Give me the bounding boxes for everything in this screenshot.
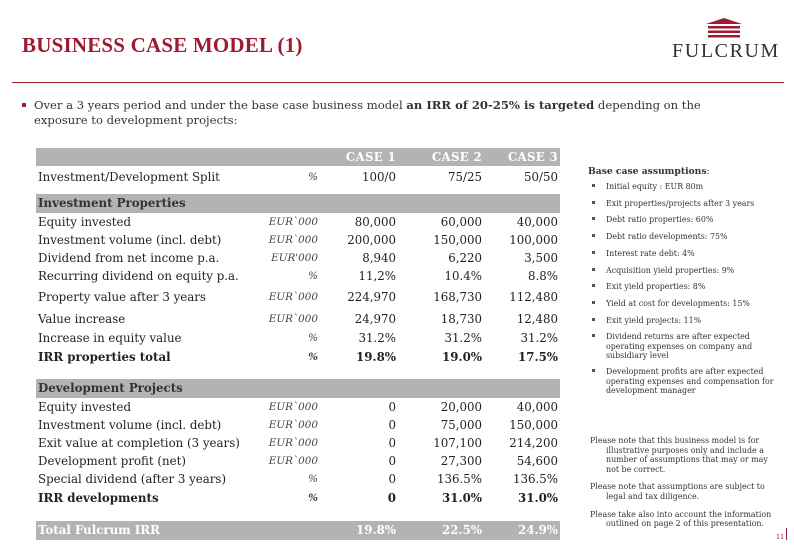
row-label: Investment/Development Split	[38, 170, 220, 184]
row-label: Property value after 3 years	[38, 290, 206, 304]
fulcrum-logo	[668, 16, 784, 66]
page-title: BUSINESS CASE MODEL (1)	[22, 33, 303, 57]
assumption-text: Exit yield projects: 11%	[606, 315, 702, 325]
row-unit: EUR`000	[268, 455, 318, 467]
row-label: Exit value at completion (3 years)	[38, 436, 240, 450]
cell-case-3: 100,000	[509, 233, 558, 247]
row-unit: EUR`000	[268, 419, 318, 431]
note	[590, 436, 776, 474]
page-number-bar	[786, 528, 787, 540]
irr-developments-row	[36, 488, 560, 508]
cell-case-1: 0	[388, 472, 396, 486]
note	[590, 482, 776, 501]
note	[590, 510, 776, 529]
cell-case-2: 150,000	[433, 233, 482, 247]
cell-case-2: 22.5%	[442, 523, 482, 537]
row-unit: EUR'000	[271, 252, 318, 264]
table-row	[36, 309, 560, 329]
section-header-development	[36, 379, 560, 398]
list-item	[588, 232, 786, 241]
cell-case-3: 40,000	[516, 215, 558, 229]
assumptions-title-suffix: :	[706, 166, 710, 177]
assumption-text: Initial equity : EUR 80m	[606, 182, 704, 191]
cell-case-1: 24,970	[354, 312, 396, 326]
cell-case-1: 100/0	[362, 170, 396, 184]
row-label: Equity invested	[38, 215, 132, 229]
assumption-text: Development profits are after expected operating expenses and compensation for development manager	[606, 367, 774, 395]
list-item	[588, 282, 786, 291]
column-header-case-2: CASE 2	[431, 150, 482, 164]
disclaimer-notes	[590, 436, 776, 537]
section-title: Investment Properties	[38, 196, 186, 210]
row-unit: %	[308, 492, 318, 504]
table-row	[36, 285, 560, 309]
bullet-square-icon	[592, 301, 595, 304]
cell-case-2: 75,000	[440, 418, 482, 432]
split-row	[36, 166, 560, 188]
list-item	[588, 182, 786, 191]
row-unit: %	[308, 473, 318, 485]
cell-case-2: 75/25	[448, 170, 482, 184]
table-row	[36, 434, 560, 452]
row-label: IRR properties total	[38, 350, 171, 364]
intro-text	[22, 98, 742, 128]
note-rest: illustrative purposes only and include a number of assumptions that may or may not be correct.	[606, 445, 768, 474]
assumption-text: Exit yield properties: 8%	[606, 282, 706, 292]
bullet-square-icon	[592, 334, 595, 337]
logo-text: FULCRUM	[672, 40, 780, 62]
assumption-text: Exit properties/projects after 3 years	[606, 198, 755, 208]
cell-case-2: 27,300	[440, 454, 482, 468]
list-item	[588, 266, 786, 275]
cell-case-3: 17.5%	[518, 350, 558, 364]
row-unit: EUR`000	[268, 401, 318, 413]
cell-case-2: 31.2%	[444, 331, 482, 345]
cell-case-3: 31.0%	[518, 491, 558, 505]
bullet-square-icon	[592, 318, 595, 321]
table-row	[36, 398, 560, 416]
bullet-square-icon	[592, 268, 595, 271]
assumptions-title	[588, 166, 786, 177]
intro-text-before: Over a 3 years period and under the base case business model	[34, 98, 407, 112]
cell-case-2: 31.0%	[442, 491, 482, 505]
row-unit: EUR`000	[268, 291, 318, 303]
row-label: Total Fulcrum IRR	[38, 523, 160, 537]
cell-case-2: 168,730	[433, 290, 482, 304]
cell-case-2: 6,220	[448, 251, 482, 265]
building-icon	[704, 16, 744, 38]
bullet-square-icon	[592, 234, 595, 237]
cell-case-1: 80,000	[354, 215, 396, 229]
cell-case-2: 19.0%	[442, 350, 482, 364]
cell-case-1: 224,970	[347, 290, 396, 304]
list-item	[588, 215, 786, 224]
intro-text-bold: an IRR of 20-25% is targeted	[406, 98, 595, 112]
row-label: Equity invested	[38, 400, 132, 414]
cell-case-1: 200,000	[347, 233, 396, 247]
list-item	[588, 367, 786, 395]
section-header-investment	[36, 194, 560, 213]
note-first-line: Please take also into account the information	[590, 509, 772, 519]
cell-case-1: 31.2%	[358, 331, 396, 345]
row-unit: EUR`000	[268, 234, 318, 246]
cell-case-3: 54,600	[516, 454, 558, 468]
cell-case-1: 0	[388, 454, 396, 468]
row-unit: EUR`000	[268, 313, 318, 325]
table-row	[36, 470, 560, 488]
table-row	[36, 452, 560, 470]
bullet-square-icon	[592, 251, 595, 254]
column-header-case-3: CASE 3	[507, 150, 558, 164]
row-label: Investment volume (incl. debt)	[38, 233, 222, 247]
list-item	[588, 199, 786, 208]
list-item	[588, 299, 786, 308]
bullet-square-icon	[592, 369, 595, 372]
bullet-square-icon	[22, 103, 26, 107]
row-unit: %	[308, 171, 318, 183]
cell-case-1: 0	[388, 400, 396, 414]
header-divider	[12, 82, 784, 83]
table-row	[36, 416, 560, 434]
cell-case-1: 19.8%	[356, 523, 396, 537]
cell-case-1: 0	[387, 491, 396, 505]
row-label: Increase in equity value	[38, 331, 182, 345]
assumption-text: Acquisition yield properties: 9%	[606, 265, 735, 275]
table-row	[36, 249, 560, 267]
row-label: Special dividend (after 3 years)	[38, 472, 227, 486]
cell-case-3: 8.8%	[528, 269, 558, 283]
cell-case-1: 19.8%	[356, 350, 396, 364]
cell-case-3: 40,000	[516, 400, 558, 414]
table-row	[36, 267, 560, 285]
cell-case-3: 50/50	[524, 170, 558, 184]
list-item	[588, 249, 786, 258]
intro-text-after: depending on the exposure to development projects:	[34, 98, 701, 127]
table-header-row	[36, 148, 560, 166]
note-rest: legal and tax diligence.	[606, 491, 700, 501]
cell-case-2: 18,730	[440, 312, 482, 326]
bullet-square-icon	[592, 184, 595, 187]
total-irr-row	[36, 521, 560, 540]
cell-case-1: 0	[388, 436, 396, 450]
row-label: Value increase	[38, 312, 126, 326]
assumptions-panel	[588, 166, 786, 403]
assumption-text: Dividend returns are after expected operating expenses on company and subsidiary level	[606, 332, 753, 360]
cell-case-3: 3,500	[524, 251, 558, 265]
bullet-square-icon	[592, 284, 595, 287]
cell-case-3: 31.2%	[520, 331, 558, 345]
row-unit: %	[308, 332, 318, 344]
page-number: 11	[776, 533, 785, 541]
row-label: Investment volume (incl. debt)	[38, 418, 222, 432]
cell-case-3: 150,000	[509, 418, 558, 432]
irr-properties-row	[36, 347, 560, 367]
assumption-text: Debt ratio developments: 75%	[606, 232, 728, 242]
assumptions-title-text: Base case assumptions	[588, 166, 707, 177]
cell-case-2: 60,000	[440, 215, 482, 229]
cell-case-3: 136.5%	[513, 472, 558, 486]
row-unit: %	[308, 270, 318, 282]
business-case-table	[36, 148, 560, 540]
row-label: Dividend from net income p.a.	[38, 251, 220, 265]
cell-case-1: 11,2%	[358, 269, 396, 283]
section-title: Development Projects	[38, 381, 183, 395]
bullet-square-icon	[592, 201, 595, 204]
intro-bullet	[22, 98, 742, 128]
row-label: IRR developments	[38, 491, 159, 505]
bullet-square-icon	[592, 217, 595, 220]
row-label: Development profit (net)	[38, 454, 186, 468]
assumption-text: Interest rate debt: 4%	[606, 248, 695, 258]
note-first-line: Please note that this business model is for	[590, 436, 760, 445]
cell-case-1: 8,940	[362, 251, 396, 265]
cell-case-2: 20,000	[440, 400, 482, 414]
cell-case-3: 12,480	[516, 312, 558, 326]
assumptions-list	[588, 182, 786, 395]
cell-case-2: 107,100	[433, 436, 482, 450]
assumption-text: Debt ratio properties: 60%	[606, 215, 714, 225]
assumption-text: Yield at cost for developments: 15%	[606, 298, 750, 308]
note-rest: outlined on page 2 of this presentation.	[606, 519, 764, 529]
row-label: Recurring dividend on equity p.a.	[38, 269, 239, 283]
cell-case-3: 112,480	[509, 290, 558, 304]
cell-case-2: 10.4%	[444, 269, 482, 283]
row-unit: EUR`000	[268, 437, 318, 449]
table-row	[36, 213, 560, 231]
table-row	[36, 329, 560, 347]
cell-case-3: 24.9%	[518, 523, 558, 537]
table-row	[36, 231, 560, 249]
cell-case-2: 136.5%	[437, 472, 482, 486]
note-first-line: Please note that assumptions are subject to	[590, 482, 765, 492]
list-item	[588, 316, 786, 325]
cell-case-3: 214,200	[509, 436, 558, 450]
cell-case-1: 0	[388, 418, 396, 432]
list-item	[588, 332, 786, 360]
row-unit: EUR`000	[268, 216, 318, 228]
row-unit: %	[308, 351, 318, 363]
column-header-case-1: CASE 1	[345, 150, 396, 164]
